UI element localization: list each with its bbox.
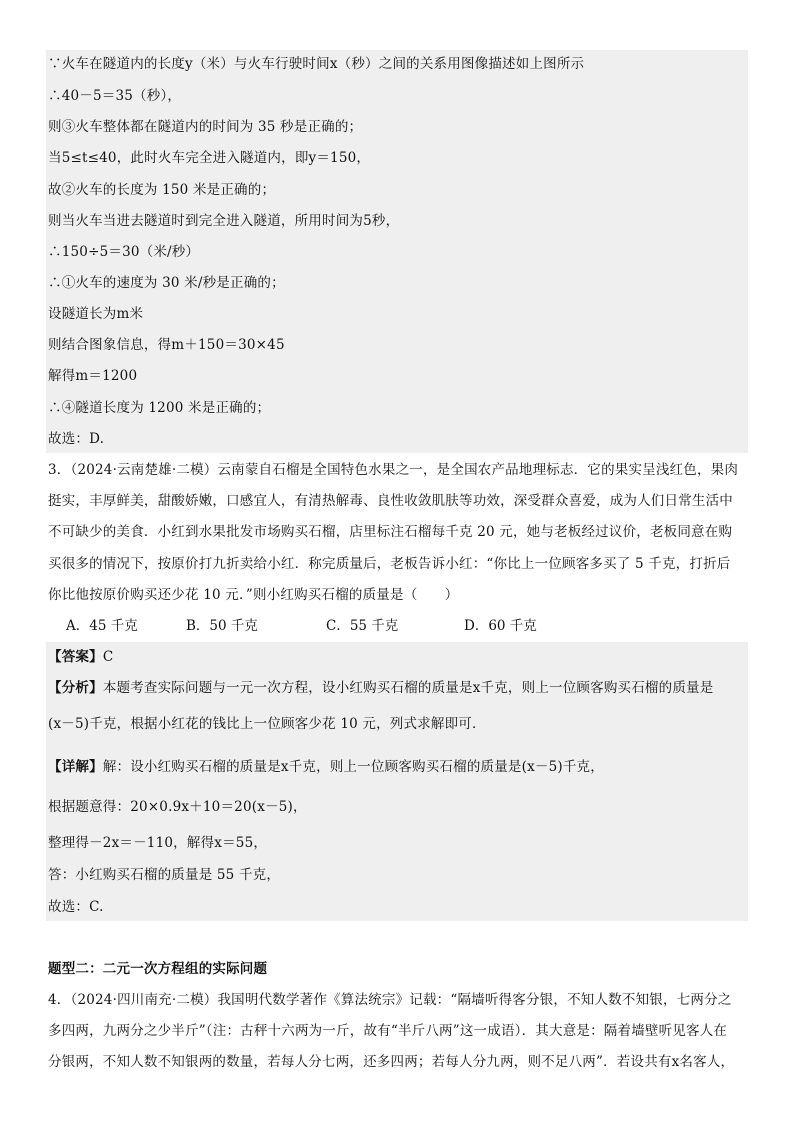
question-4-line: 分银两，不知人数不知银两的数量，若每人分七两，还多四两；若每人分九两，则不足八两”．若设共有x名客人， xyxy=(48,1054,735,1070)
option-a: A．45 千克 xyxy=(66,618,138,634)
question-3-line: 3．（2024·云南楚雄·二模）云南蒙自石榴是全国特色水果之一，是全国农产品地理标志．它的果实呈浅红色，果肉 xyxy=(48,462,739,478)
analysis-label: 【分析】 xyxy=(48,680,103,696)
solution-line: 当5≤t≤40，此时火车完全进入隧道内，即y＝150， xyxy=(48,150,371,166)
analysis-line-2: (x－5)千克，根据小红花的钱比上一位顾客少花 10 元，列式求解即可． xyxy=(48,716,486,732)
question-4-line: 4．（2024·四川南充·二模）我国明代数学著作《算法统宗》记载：“隔墙听得客分银，不知人数不知银，七两分之 xyxy=(48,992,732,1008)
question-4-line: 多四两，九两分之少半斤”（注：古秤十六两为一斤，故有“半斤八两”这一成语）．其大意是：隔着墙壁听见客人在 xyxy=(48,1023,728,1039)
solution-line: 故②火车的长度为 150 米是正确的； xyxy=(48,182,276,198)
detail-text: 解：设小红购买石榴的质量是x千克，则上一位顾客购买石榴的质量是(x－5)千克， xyxy=(102,759,604,775)
answer-label: 【答案】 xyxy=(48,649,103,665)
section-title: 题型二：二元一次方程组的实际问题 xyxy=(48,961,268,977)
solution-line: ∴④隧道长度为 1200 米是正确的； xyxy=(48,400,271,416)
question-3-line: 挺实，丰厚鲜美，甜酸娇嫩，口感宜人，有清热解毒、良性收敛肌肤等功效，深受群众喜爱，成为人们日常生活中 xyxy=(48,493,733,509)
analysis-text: 本题考查实际问题与一元一次方程，设小红购买石榴的质量是x千克，则上一位顾客购买石榴的质量是 xyxy=(102,680,714,696)
solution-line: ∴150÷5＝30（米/秒） xyxy=(48,244,200,260)
option-c: C．55 千克 xyxy=(326,618,399,634)
answer-value: C xyxy=(102,649,114,665)
solution-line: ∴①火车的速度为 30 米/秒是正确的； xyxy=(48,275,285,291)
detail-line: 故选：C. xyxy=(48,899,104,915)
solution-line: ∴40－5＝35（秒）， xyxy=(48,88,182,104)
question-3-line: 你比他按原价购买还少花 10 元．”则小红购买石榴的质量是（ ） xyxy=(48,587,459,603)
analysis-line xyxy=(48,678,748,698)
detail-line: 整理得－2x＝－110，解得x＝55， xyxy=(48,835,268,851)
solution-line: 则结合图象信息，得m＋150＝30×45 xyxy=(48,337,285,353)
solution-line: 则当火车当进去隧道时到完全进入隧道，所用时间为5秒， xyxy=(48,213,400,229)
solution-line: 解得m＝1200 xyxy=(48,368,138,384)
option-b: B．50 千克 xyxy=(186,618,258,634)
detail-label: 【详解】 xyxy=(48,759,103,775)
solution-line: ∵火车在隧道内的长度y（米）与火车行驶时间x（秒）之间的关系用图像描述如上图所示 xyxy=(48,56,585,72)
detail-line: 根据题意得：20×0.9x＋10＝20(x－5)， xyxy=(48,799,307,815)
solution-line: 则③火车整体都在隧道内的时间为 35 秒是正确的； xyxy=(48,119,363,135)
answer-line xyxy=(48,647,748,667)
detail-line: 答：小红购买石榴的质量是 55 千克， xyxy=(48,867,281,883)
option-d: D．60 千克 xyxy=(464,618,537,634)
question-3-line: 不可缺少的美食．小红到水果批发市场购买石榴，店里标注石榴每千克 20 元，她与老板经过议价，老板同意在购 xyxy=(48,524,733,540)
solution-line: 故选：D. xyxy=(48,431,105,447)
question-3-line: 买很多的情况下，按原价打九折卖给小红．称完质量后，老板告诉小红：“你比上一位顾客多买了 5 千克，打折后 xyxy=(48,556,731,572)
solution-line: 设隧道长为m米 xyxy=(48,306,144,322)
detail-line xyxy=(48,757,748,777)
